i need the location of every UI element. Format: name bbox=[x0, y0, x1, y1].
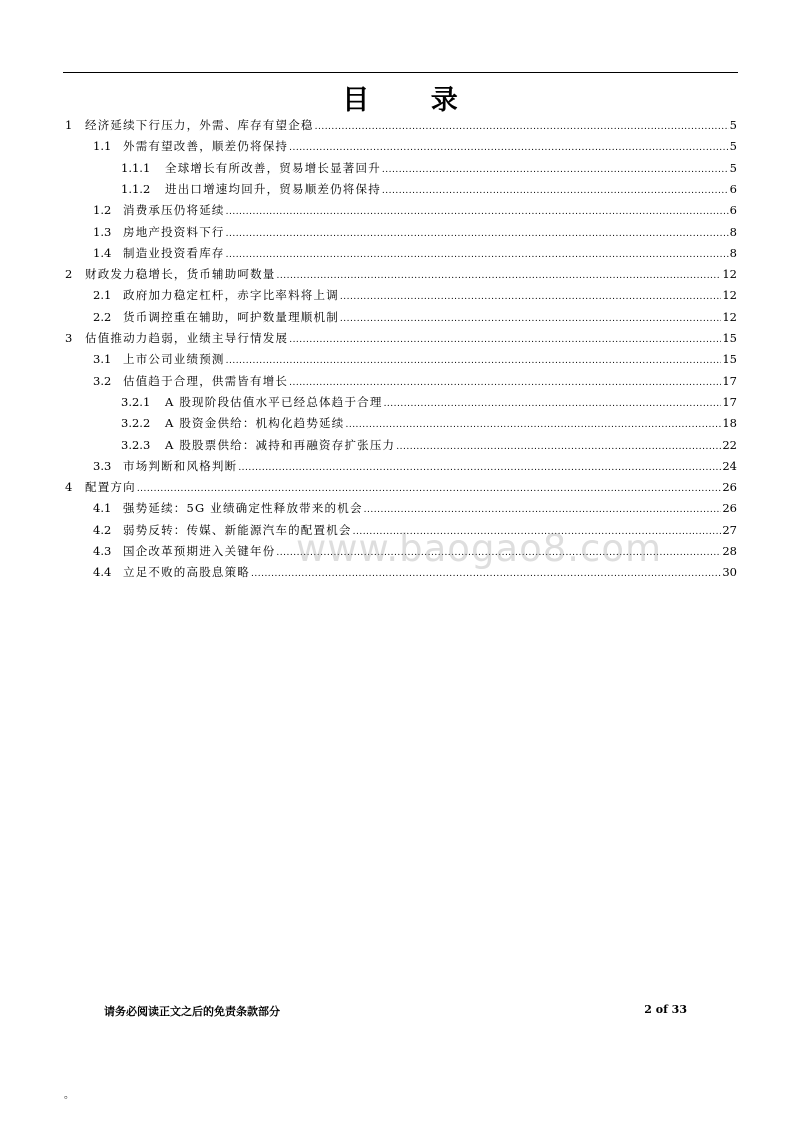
toc-entry-page: 6 bbox=[729, 181, 737, 196]
toc-entry-number: 2.2 bbox=[93, 309, 112, 324]
toc-entry[interactable] bbox=[93, 224, 737, 244]
toc-entry-label: 估值趋于合理，供需皆有增长 bbox=[123, 373, 289, 388]
toc-entry-number: 1.2 bbox=[93, 203, 112, 218]
toc-entry-number: 3 bbox=[65, 331, 73, 345]
toc-entry-label: 估值推动力趋弱，业绩主导行情发展 bbox=[85, 331, 289, 345]
toc-entry-label: 货币调控重在辅助，呵护数量理顺机制 bbox=[123, 309, 339, 324]
toc-entry-page: 18 bbox=[722, 416, 737, 431]
toc-dot-leader bbox=[364, 505, 722, 515]
toc-dot-leader bbox=[382, 186, 729, 196]
toc-entry-label: A 股股票供给：减持和再融资存扩张压力 bbox=[165, 437, 396, 452]
toc-entry[interactable] bbox=[93, 458, 737, 478]
toc-entry[interactable] bbox=[121, 181, 737, 201]
page-title: 目 录 bbox=[342, 85, 484, 116]
toc-entry-label: 配置方向 bbox=[85, 480, 136, 495]
toc-entry[interactable] bbox=[65, 479, 737, 499]
toc-entry-label: 弱势反转：传媒、新能源汽车的配置机会 bbox=[123, 522, 352, 537]
toc-entry-page: 8 bbox=[729, 245, 737, 260]
toc-entry-page: 17 bbox=[722, 373, 737, 388]
toc-entry-label: 房地产投资料下行 bbox=[123, 224, 225, 239]
toc-dot-leader bbox=[137, 484, 722, 494]
toc-dot-leader bbox=[345, 420, 721, 430]
toc-entry-number: 2 bbox=[65, 267, 73, 282]
toc-entry-number: 1.3 bbox=[93, 224, 112, 239]
toc-entry-page: 12 bbox=[722, 309, 737, 324]
toc-dot-leader bbox=[238, 463, 721, 473]
toc-entry-number: 3.2.3 bbox=[121, 437, 151, 452]
toc-entry-label: 市场判断和风格判断 bbox=[123, 458, 238, 473]
toc-dot-leader bbox=[251, 569, 721, 579]
toc-entry-page: 5 bbox=[729, 160, 737, 175]
toc-dot-leader bbox=[226, 250, 729, 260]
toc-entry-page: 12 bbox=[722, 267, 737, 282]
toc-entry[interactable] bbox=[65, 330, 737, 350]
toc-entry-label: 消费承压仍将延续 bbox=[123, 203, 225, 218]
toc-entry-page: 6 bbox=[729, 203, 737, 218]
toc-entry[interactable] bbox=[93, 351, 737, 371]
toc-entry-page: 22 bbox=[722, 437, 737, 452]
toc-entry[interactable] bbox=[93, 138, 737, 158]
toc-dot-leader bbox=[289, 143, 729, 153]
toc-entry-page: 30 bbox=[722, 565, 737, 580]
toc-entry[interactable] bbox=[93, 202, 737, 222]
toc-entry[interactable] bbox=[93, 309, 737, 329]
toc-entry-page: 5 bbox=[729, 118, 737, 132]
toc-entry-page: 15 bbox=[722, 352, 737, 367]
toc-entry-number: 1.1 bbox=[93, 139, 112, 154]
toc-entry[interactable] bbox=[93, 373, 737, 393]
toc-entry-page: 24 bbox=[722, 458, 737, 473]
toc-entry[interactable] bbox=[121, 415, 737, 435]
corner-mark: 。 bbox=[64, 1090, 74, 1101]
toc-entry-label: 进出口增速均回升，贸易顺差仍将保持 bbox=[165, 181, 381, 196]
toc-entry-label: 国企改革预期进入关键年份 bbox=[123, 544, 276, 558]
toc-entry[interactable] bbox=[93, 500, 737, 520]
header-rule bbox=[63, 72, 738, 73]
toc-entry-label: 财政发力稳增长，货币辅助呵数量 bbox=[85, 267, 276, 282]
footer-disclaimer: 请务必阅读正文之后的免责条款部分 bbox=[104, 1005, 280, 1018]
toc-entry-page: 15 bbox=[722, 331, 737, 345]
toc-entry-page: 26 bbox=[722, 501, 737, 516]
toc-entry-page: 26 bbox=[722, 480, 737, 495]
toc-entry-label: 上市公司业绩预测 bbox=[123, 352, 225, 367]
toc-entry[interactable] bbox=[121, 160, 737, 180]
toc-entry-page: 28 bbox=[722, 544, 737, 558]
toc-entry[interactable] bbox=[65, 266, 737, 286]
toc-entry-number: 3.1 bbox=[93, 352, 112, 367]
toc-entry-label: 制造业投资看库存 bbox=[123, 245, 225, 260]
toc-dot-leader bbox=[384, 399, 722, 409]
toc-entry-label: 全球增长有所改善，贸易增长显著回升 bbox=[165, 160, 381, 175]
toc-entry-number: 4 bbox=[65, 480, 73, 495]
toc-entry-number: 1 bbox=[65, 118, 73, 132]
toc-dot-leader bbox=[340, 314, 721, 324]
toc-dot-leader bbox=[226, 207, 729, 217]
toc-entry-label: A 股现阶段估值水平已经总体趋于合理 bbox=[165, 394, 383, 409]
toc-entry-number: 2.1 bbox=[93, 288, 112, 303]
toc-entry[interactable] bbox=[93, 245, 737, 265]
toc-entry[interactable] bbox=[93, 287, 737, 307]
toc-dot-leader bbox=[340, 292, 721, 302]
toc-entry-number: 3.2 bbox=[93, 373, 112, 388]
toc-entry-label: 经济延续下行压力，外需、库存有望企稳 bbox=[85, 118, 314, 132]
toc-entry-label: 政府加力稳定杠杆，赤字比率料将上调 bbox=[123, 288, 339, 303]
toc-entry-number: 4.1 bbox=[93, 501, 112, 516]
toc-entry-label: 立足不败的高股息策略 bbox=[123, 565, 250, 580]
toc-entry-number: 4.3 bbox=[93, 544, 112, 558]
toc-dot-leader bbox=[226, 229, 729, 239]
toc-entry[interactable] bbox=[121, 394, 737, 414]
toc-dot-leader bbox=[315, 122, 729, 132]
footer-page-number: 2 of 33 bbox=[644, 1003, 687, 1016]
toc-entry-number: 4.4 bbox=[93, 565, 112, 580]
toc-entry-page: 17 bbox=[722, 394, 737, 409]
toc-entry-label: 强势延续：5G 业绩确定性释放带来的机会 bbox=[123, 501, 363, 516]
toc-entry-label: 外需有望改善，顺差仍将保持 bbox=[123, 139, 289, 154]
toc-dot-leader bbox=[277, 271, 722, 281]
toc-dot-leader bbox=[396, 442, 721, 452]
toc-entry-number: 3.3 bbox=[93, 458, 112, 473]
toc-entry-page: 5 bbox=[729, 139, 737, 154]
toc-entry-page: 27 bbox=[722, 522, 737, 537]
toc-dot-leader bbox=[226, 356, 722, 366]
toc-entry-page: 12 bbox=[722, 288, 737, 303]
toc-dot-leader bbox=[382, 165, 729, 175]
toc-entry-number: 3.2.2 bbox=[121, 416, 151, 431]
toc-entry[interactable] bbox=[121, 437, 737, 457]
toc-entry-label: A 股资金供给：机构化趋势延续 bbox=[165, 416, 345, 431]
toc-entry[interactable] bbox=[65, 117, 737, 137]
toc-entry-number: 1.4 bbox=[93, 245, 112, 260]
toc-entry-number: 4.2 bbox=[93, 522, 112, 537]
toc-entry-number: 1.1.1 bbox=[121, 160, 151, 175]
toc-dot-leader bbox=[289, 335, 721, 345]
watermark: www.baogao8.com bbox=[296, 527, 663, 570]
toc-entry-number: 3.2.1 bbox=[121, 394, 151, 409]
toc-entry-number: 1.1.2 bbox=[121, 181, 151, 196]
toc-entry-page: 8 bbox=[729, 224, 737, 239]
toc-dot-leader bbox=[289, 378, 721, 388]
